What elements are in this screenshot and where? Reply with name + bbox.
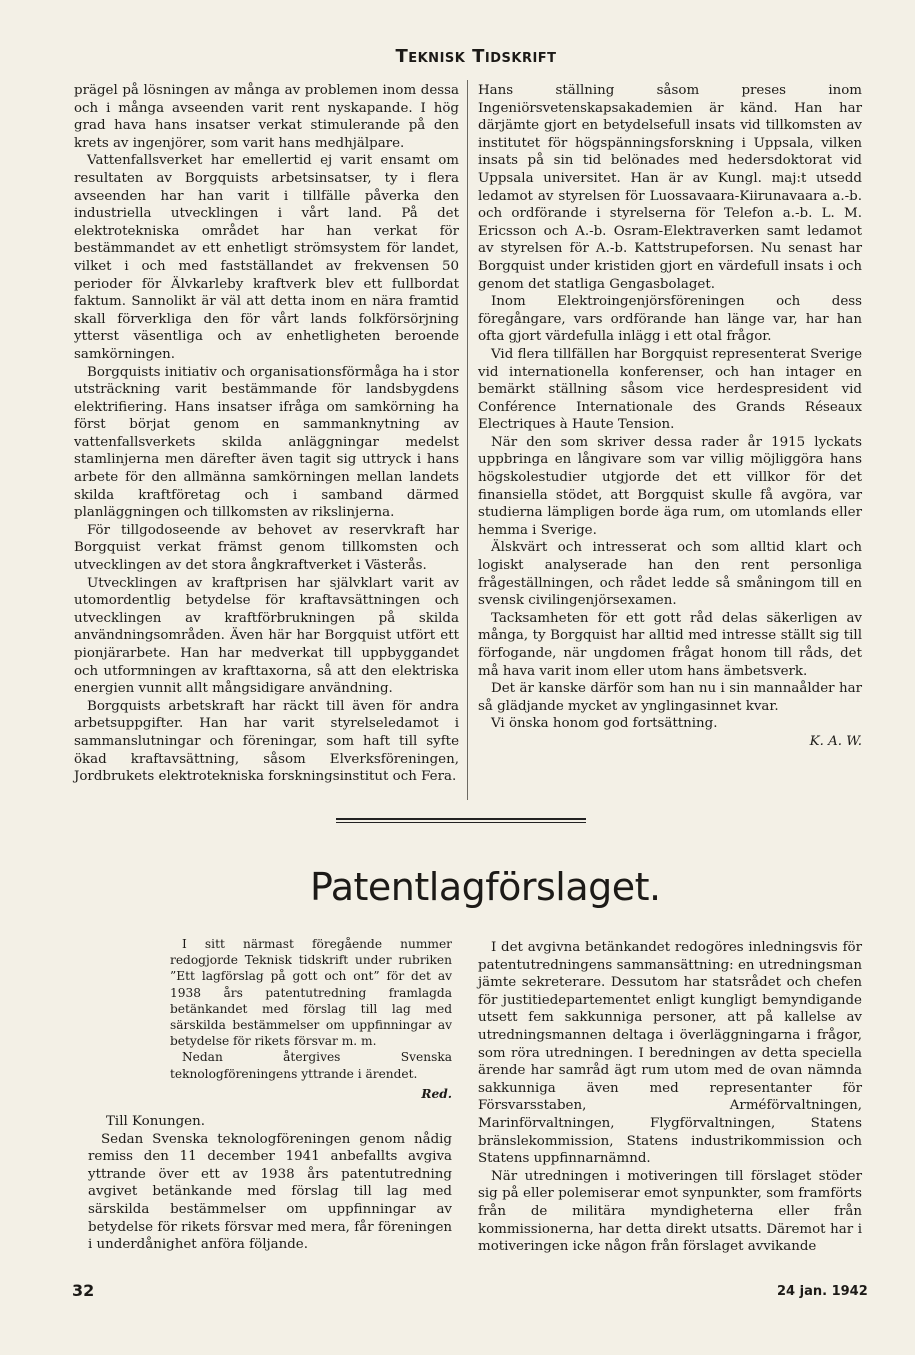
paragraph: Vi önska honom god fortsättning.	[491, 716, 718, 732]
page-number: 32	[72, 1281, 95, 1300]
bottom-left-column	[88, 1113, 452, 1254]
journal-header: Teknisk Tidskrift	[395, 46, 557, 67]
paragraph: För tillgodoseende av behovet av reservkraft har Borgquist verkat främst genom tillkomsten och utvecklingen av det stora ångkraftverket i Västerås.	[74, 522, 459, 574]
paragraph: Tacksamheten för ett gott råd delas säkerligen av många, ty Borgquist har alltid med intresse ställt sig till förfogande, när ungdomen frågat honom till råds, det må hava varit inom eller utom hans ämbetsverk.	[478, 610, 862, 679]
article-title: Patentlagförslaget.	[310, 865, 661, 909]
paragraph: Borgquists initiativ och organisationsförmåga ha i stor utsträckning varit bestämmande för landsbygdens elektrifiering. Hans insatser ifråga om samkörning ha först börjat genom en sammanknytning av vattenfallsverkets skilda anläggningar medelst stamlinjerna men därefter även tagit sig uttryck i hans arbete för den allmänna samkörningen mellan landets skilda kraftföretag och i samband därmed planläggningen och tillkomsten av rikslinjerna.	[74, 364, 459, 521]
paragraph: Hans ställning såsom preses inom Ingeniörsvetenskapsakademien är känd. Han har därjämte gjort en betydelsefull insats vid tillkomsten av institutet för högspänningsforskning i Uppsala, vilken insats på sin tid belönades med hedersdoktorat vid Uppsala universitet. Han är av Kungl. maj:t utsedd ledamot av styrelsen för Luossavaara-Kiirunavaara a.-b. och ordförande i styrelserna för Telefon a.-b. L. M. Ericsson och A.-b. Osram-Elektraverken samt ledamot av styrelsen för A.-b. Kattstrupeforsen. Nu senast har Borgquist under kristiden gjort en värdefull insats i och genom det statliga Gengasbolaget.	[478, 83, 862, 292]
paragraph: Vattenfallsverket har emellertid ej varit ensamt om resultaten av Borgquists arbetsinsatser, ty i flera avseenden har han varit i tillfälle påverka den industriella utvecklingen i vårt land. På det elektrotekniska området har han verkat för bestämmandet av ett enhetligt strömsystem för landet, vilket i och med fastställandet av frekvensen 50 perioder för Älvkarleby kraftverk blev ett fullbordat faktum. Sannolikt är väl att detta inom en nära framtid skall förverkliga den för vårt lands folkförsörjning ytterst väsentliga och av enhetligheten beroende samkörningen.	[74, 153, 459, 362]
paragraph: Vid flera tillfällen har Borgquist representerat Sverige vid internationella konferenser, och han intager en bemärkt ställning såsom vice herdespresident vid Conférence Internationale des Grands Réseaux Electriques à Haute Tension.	[478, 346, 862, 433]
paragraph: Utvecklingen av kraftprisen har självklart varit av utomordentlig betydelse för kraftavsättningen och utvecklingen av kraftförbrukningen på skilda användningsområden. Även här har Borgquist utfört ett pionjärarbete. Han har medverkat till uppbyggandet och utformningen av krafttaxorna, så att den elektriska energien vunnit allt mångsidigare användning.	[74, 575, 459, 697]
paragraph: I sitt närmast föregående nummer redogjorde Teknisk tidskrift under rubriken ”Ett lagförslag på gott och ont” för det av 1938 års patentutredning framlagda betänkandet med förslag till lag med särskilda bestämmelser om uppfinningar av betydelse för rikets försvar m. m.	[170, 937, 452, 1049]
editor-signature: Red.	[421, 1086, 452, 1101]
paragraph: Sedan Svenska teknologföreningen genom nådig remiss den 11 december 1941 anbefallts avgiva yttrande över ett av 1938 års patentutredning avgivet betänkande med förslag till lag med särskilda bestämmelser om uppfinningar av betydelse för rikets försvar med mera, får föreningen i underdånighet anföra följande.	[88, 1131, 452, 1253]
bottom-right-column	[478, 939, 862, 1256]
paragraph: Inom Elektroingenjörsföreningen och dess föregångare, vars ordförande han länge var, har han ofta gjort värdefulla inlägg i ett otal frågor.	[478, 294, 862, 345]
paragraph: När utredningen i motiveringen till förslaget stöder sig på eller polemiserar emot synpunkter, som framförts från de militära myndigheterna eller från kommissionerna, har detta direkt utsatts. Däremot har i motiveringen icke någon från förslaget avvikande	[478, 1168, 862, 1255]
author-signature: K. A. W.	[809, 733, 862, 749]
top-left-column	[74, 82, 459, 786]
paragraph: Älskvärt och intresserat och som alltid klart och logiskt analyserade han den rent personliga frågeställningen, och rådet ledde så småningom till en svensk civilingenjörsexamen.	[478, 540, 862, 609]
paragraph: När den som skriver dessa rader år 1915 lyckats uppbringa en långivare som var villig möjliggöra hans högskolestudier utgjorde det ett villkor för det finansiella stödet, att Borgquist skulle få avgöra, var studierna lämpligen borde äga rum, om utomlands eller hemma i Sverige.	[478, 434, 862, 538]
paragraph: Borgquists arbetskraft har räckt till även för andra arbetsuppgifter. Han har varit styrelseledamot i sammanslutningar och föreningar, som haft till syfte ökad kraftavsättning, såsom Elverksföreningen, Jordbrukets elektrotekniska forskningsinstitut och Fera.	[74, 698, 459, 785]
section-separator	[336, 818, 586, 820]
salutation: Till Konungen.	[106, 1114, 205, 1129]
paragraph: Nedan återgives Svenska teknologföreningens yttrande i ärendet.	[170, 1050, 452, 1081]
paragraph: prägel på lösningen av många av problemen inom dessa och i många avseenden varit rent nyskapande. I hög grad hava hans insatser verkat stimulerande på den krets av ingenjörer, som varit hans medhjälpare.	[74, 83, 459, 151]
issue-date: 24 jan. 1942	[777, 1284, 868, 1299]
top-right-column	[478, 82, 862, 751]
editor-introduction	[170, 936, 452, 1102]
section-separator	[336, 822, 586, 823]
paragraph: Det är kanske därför som han nu i sin mannaålder har så glädjande mycket av ynglingasinnet kvar.	[478, 681, 862, 714]
column-divider	[467, 80, 468, 800]
paragraph: I det avgivna betänkandet redogöres inledningsvis för patentutredningens sammansättning: en utredningsman jämte sekreterare. Dessutom har statsrådet och chefen för justitiedepartementet enligt kungligt bemyndigande utsett fem sakkunniga personer, att på kallelse av utredningsmannen deltaga i överläggningarna i frågor, som röra utredningen. I beredningen av detta speciella ärende har samråd ägt rum utom med de ovan nämnda sakkunniga även med representanter för Försvarsstaben, Arméförvaltningen, Marinförvaltningen, Flygförvaltningen, Statens bränslekommission, Statens industrikommission och Statens uppfinnarnämnd.	[478, 940, 862, 1167]
